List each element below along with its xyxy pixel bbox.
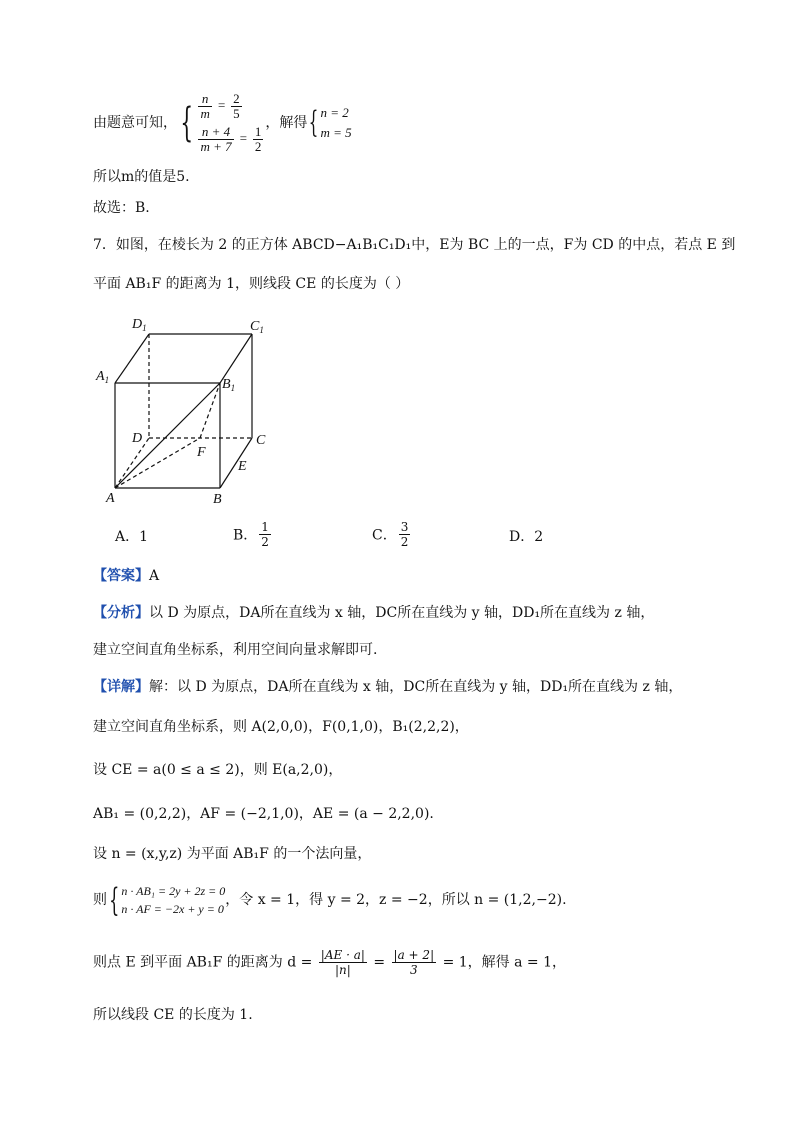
option-b[interactable]: B． $\frac{1}{2}$ (233, 520, 269, 549)
normal-vector-system: n · AB₁ = 2y + 2z = 0 n · AF = −2x + y = 0 (121, 884, 226, 916)
result-line: 所以m的值是5. (93, 169, 190, 185)
edge-BC (220, 438, 252, 488)
detail-line-3: 设 CE = a(0 ≤ a ≤ 2)，则 E(a,2,0)， (93, 762, 343, 778)
detail-line-8: 所以线段 CE 的长度为 1. (93, 1007, 253, 1023)
segment-AB1 (115, 383, 220, 488)
label-A: A (106, 491, 115, 506)
edge-B1C1 (220, 334, 252, 383)
left-brace-3: { (109, 881, 120, 919)
label-F: F (197, 445, 206, 460)
equation-1: $\frac{n}{m}$ = $\frac{2}{5}$ (200, 91, 240, 121)
segment-AF-hidden (115, 438, 200, 488)
choice-line: 故选：B. (93, 200, 150, 216)
label-D: D (132, 431, 143, 446)
detail-line-2: 建立空间直角坐标系，则 A(2,0,0)，F(0,1,0)，B₁(2,2,2)， (93, 719, 469, 735)
edge-A1D1 (115, 334, 149, 383)
answer-value: A (149, 568, 160, 584)
detail-line-7: 则点 E 到平面 AB₁F 的距离为 d = $\frac{|AE \cdot a|}{|n|}$ = $\frac{|a + 2|}{3}$ = 1，解得 a = 1， (93, 948, 566, 977)
solve-text: ，解得 (265, 115, 308, 131)
analysis-line-1: 【分析】以 D 为原点，DA所在直线为 x 轴，DC所在直线为 y 轴，DD₁所在直线为 z 轴， (93, 605, 655, 621)
answer-tag: 【答案】 (93, 568, 149, 584)
label-C: C (256, 433, 266, 448)
question-line-2: 平面 AB₁F 的距离为 1，则线段 CE 的长度为（ ） (93, 276, 410, 292)
solution-system: n = 2 m = 5 (320, 105, 352, 140)
detail-line-5: 设 n = (x,y,z) 为平面 AB₁F 的一个法向量， (93, 846, 372, 862)
label-B1: $B_1$ (222, 377, 236, 393)
label-D1: $D_1$ (132, 317, 147, 333)
label-C1: $C_1$ (250, 319, 264, 335)
label-A1: $A_1$ (96, 369, 110, 385)
intro-text: 由题意可知， (93, 115, 177, 131)
left-brace: { (180, 100, 194, 146)
analysis-tag: 【分析】 (93, 605, 149, 621)
label-E: E (238, 459, 247, 474)
detail-line-4: AB₁ = (0,2,2)，AF = (−2,1,0)，AE = (a − 2,2,0). (93, 806, 434, 822)
option-a[interactable]: A．1 (115, 529, 149, 545)
option-c[interactable]: C． $\frac{3}{2}$ (372, 520, 409, 549)
left-brace-2: { (309, 105, 319, 140)
system-line (93, 92, 352, 154)
detail-line-6: 则{ n · AB₁ = 2y + 2z = 0 n · AF = −2x + y = 0 ，令 x = 1，得 y = 2，z = −2，所以 n = (1,2,−2). (93, 881, 567, 919)
question-line-1: 7．如图，在棱长为 2 的正方体 ABCD−A₁B₁C₁D₁中，E为 BC 上的一点，F为 CD 的中点，若点 E 到 (93, 237, 736, 253)
equation-system (196, 92, 265, 154)
label-B: B (213, 492, 222, 507)
detail-tag: 【详解】 (93, 679, 149, 695)
detail-line-1: 【详解】解：以 D 为原点，DA所在直线为 x 轴，DC所在直线为 y 轴，DD₁所在直线为 z 轴， (93, 679, 683, 695)
answer-line (93, 567, 159, 585)
equation-2: $\frac{n + 4}{m + 7}$ = $\frac{1}{2}$ (200, 124, 262, 154)
option-d[interactable]: D．2 (509, 529, 544, 545)
edge-AD-hidden (115, 438, 149, 488)
segment-FB1-hidden (200, 383, 220, 438)
analysis-line-2: 建立空间直角坐标系，利用空间向量求解即可. (93, 642, 378, 658)
